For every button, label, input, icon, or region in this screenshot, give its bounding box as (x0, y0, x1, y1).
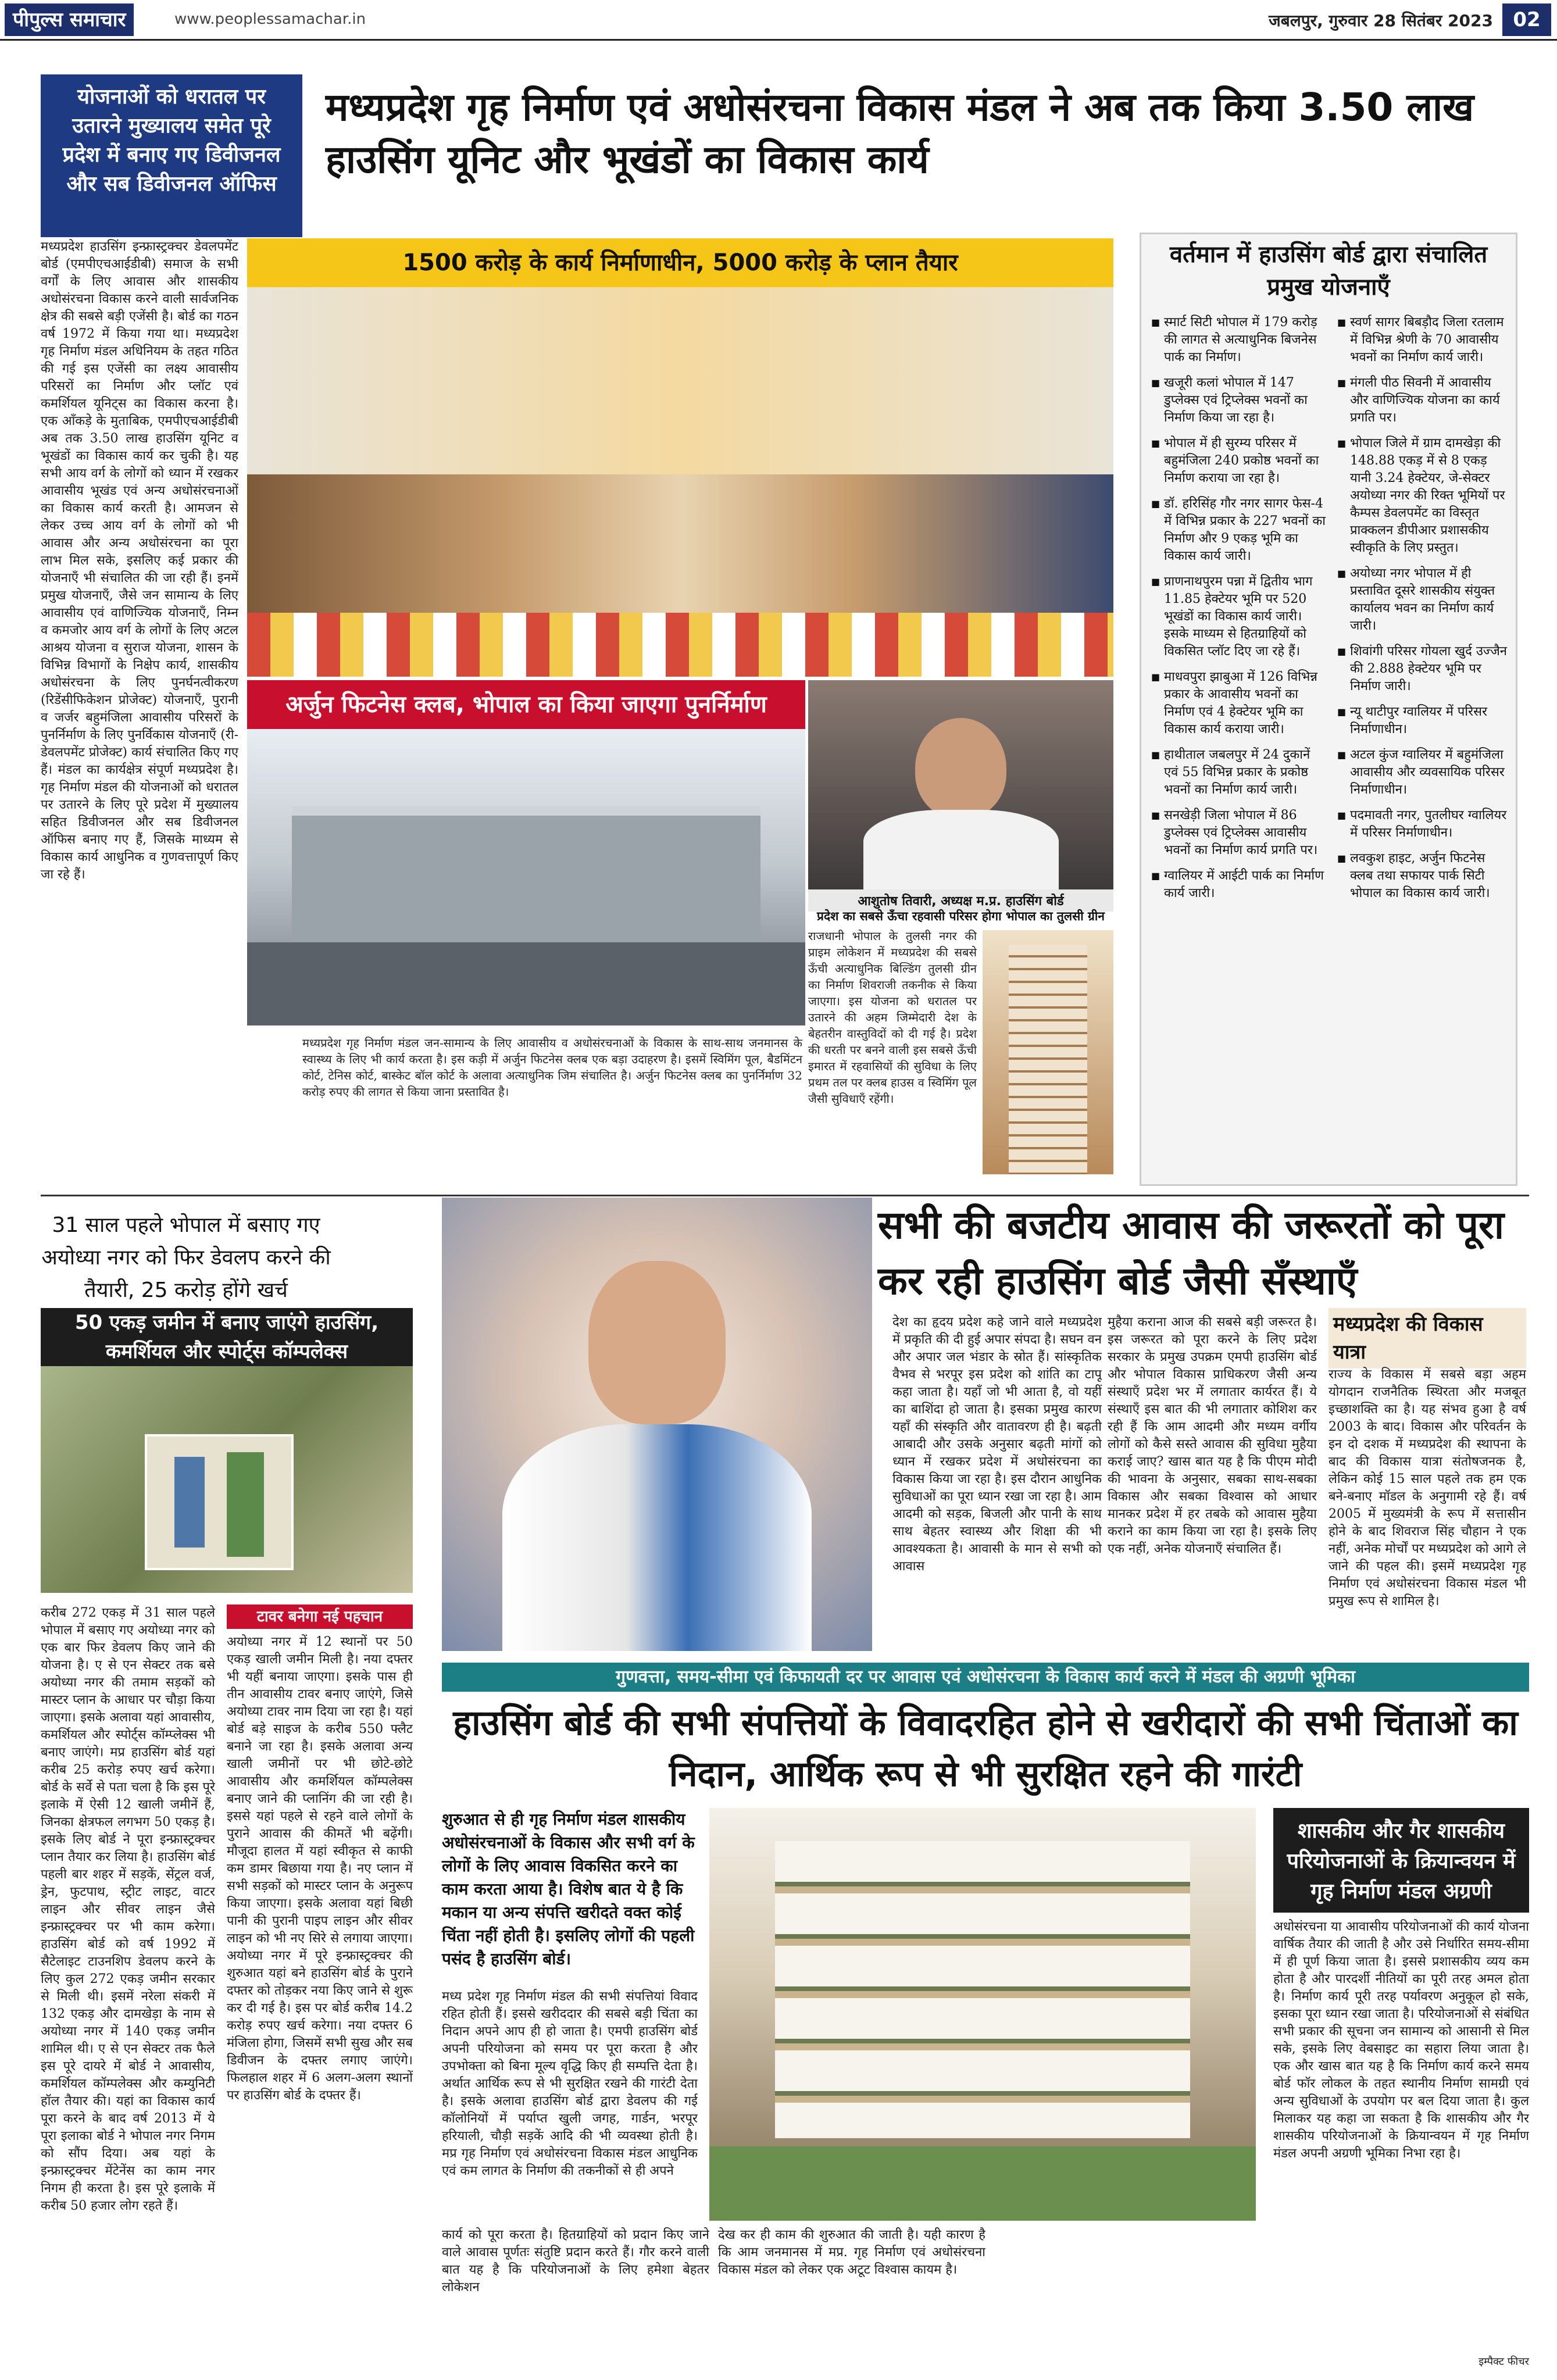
scheme-item: ■ लवकुश हाइट, अर्जुन फिटनेस क्लब तथा सफायर पार्क सिटी भोपाल का विकास कार्य जारी। (1337, 850, 1512, 902)
scheme-item: ■ शिवांगी परिसर गोयला खुर्द उज्जैन की 2.888 हेक्टेयर भूमि पर निर्माण जारी। (1337, 643, 1512, 695)
tulsi-green-heading: प्रदेश का सबसे ऊँचा रहवासी परिसर होगा भोपाल का तुलसी ग्रीन (817, 909, 1105, 923)
tulsi-green-text: राजधानी भोपाल के तुलसी नगर की प्राइम लोकेशन में मध्यप्रदेश की सबसे ऊँची अत्याधुनिक बिल्डिंग तुलसी ग्रीन का निर्माण शिवराजी तकनीक से किया जाएगा। इस योजना को धरातल पर उतारने की अहम जिम्मेदारी देश के बेहतरीन वास्तुविदों को दी गई है। प्रदेश की धरती पर बनने वाली इस सबसे ऊँची इमारत में रहवासियों की सुविधा के लिए प्रथम तल पर क्लब हाउस व स्विमिंग पूल जैसी सुविधाएँ रहेंगी। (808, 929, 977, 1106)
scheme-item: ■ अटल कुंज ग्वालियर में बहुमंजिला आवासीय और व्यवसायिक परिसर निर्माणाधीन। (1337, 746, 1512, 799)
tulsi-green-tower-render (983, 930, 1113, 1174)
chairman-photo (808, 680, 1113, 889)
aerial-site-plan-photo (41, 1366, 413, 1593)
dispute-free-headline: हाउसिंग बोर्ड की सभी संपत्तियों के विवादरहित होने से खरीदारों की सभी चिंताओं का निदान, आर्थिक रूप से भी सुरक्षित रहने की गारंटी (453, 1703, 1518, 1795)
dispute-free-article: मध्य प्रदेश गृह निर्माण मंडल की सभी संपत्तियां विवाद रहित होती हैं। इससे खरीददार की सबसे बड़ी चिंता का निदान अपने आप ही हो जाता है। एमपी हाउसिंग बोर्ड अपनी परियोजना को समय पर पूरा करता है और उपभोक्ता को बिना मूल्य वृद्धि किए ही सम्पत्ति देता है। अर्थात आर्थिक रूप से भी सुरक्षित रखने की गारंटी देता है। इसके अलावा हाउसिंग बोर्ड द्वारा डेवलप की गई कॉलोनियों में पर्याप्त खुली जगह, गार्डन, भरपूर हरियाली, चौड़ी सड़कें आदि की भी व्यवस्था होती है। मप्र गृह निर्माण एवं अधोसंरचना विकास मंडल आधुनिक एवं कम लागत के निर्माण की तकनीकों से ही अपने (442, 1989, 698, 2178)
scheme-item: ■ सनखेड़ी जिला भोपाल में 86 डुप्लेक्स एवं ट्रिप्लेक्स आवासीय भवनों का निर्माण कार्य प्रगति पर। (1151, 807, 1326, 859)
scheme-item: ■ अयोध्या नगर भोपाल में ही प्रस्तावित दूसरे शासकीय संयुक्त कार्यालय भवन का निर्माण कार्य जारी। (1337, 565, 1512, 635)
chief-minister-photo (442, 1198, 872, 1651)
schemes-list-left (1151, 314, 1326, 910)
top-left-highlight-box: योजनाओं को धरातल पर उतारने मुख्यालय समेत पूरे प्रदेश में बनाए गए डिवीजनल और सब डिवीजनल ऑफिस (41, 74, 302, 237)
scheme-item: ■ ग्वालियर में आईटी पार्क का निर्माण कार्य जारी। (1151, 867, 1326, 902)
scheme-item: ■ भोपाल जिले में ग्राम दामखेड़ा की 148.88 एकड़ में से 8 एकड़ यानी 3.24 हेक्टेयर, जे-सेक्टर अयोध्या नगर की रिक्त भूमियों पर कैम्पस डेवलपमेंट का विस्तृत प्राक्कलन डीपीआर प्रशासकीय स्वीकृति के लिए प्रस्तुत। (1337, 435, 1512, 557)
implementation-leader-text: अधोसंरचना या आवासीय परियोजनाओं की कार्य योजना वार्षिक तैयार की जाती है और उसे निर्धारित समय-सीमा में ही पूर्ण किया जाता है। इससे प्रशासकीय व्यय कम होता है और पारदर्शी नीतियों का पूरी तरह अमल होता है। निर्माण कार्य पूरी तरह पर्यावरण अनुकूल हो सके, इसका पूरा ध्यान रखा जाता है। परियोजनाओं से संबंधित सभी प्रकार की सूचना जन सामान्य को आसानी से मिल सके, इसके लिए वेबसाइट का सहारा लिया जाता है। एक और खास बात यह है कि निर्माण कार्य करने समय बोर्ड फॉर लोकल के तहत स्थानीय निर्माण सामग्री एवं अन्य सुविधाओं के उपयोग पर बल दिया जाता है। कुल मिलाकर यह कहा जा सकता है कि शासकीय और गैर शासकीय परियोजनाओं के क्रियान्वयन में गृह निर्माण मंडल अपनी अग्रणी भूमिका निभा रहा है। (1273, 1920, 1529, 2161)
budget-housing-headline: सभी की बजटीय आवास की जरूरतों को पूरा कर रही हाउसिंग बोर्ड जैसी सँस्थाएँ (878, 1203, 1504, 1303)
scheme-item: ■ भोपाल में ही सुरम्य परिसर में बहुमंजिला 240 प्रकोष्ठ भवनों का निर्माण कराया जा रहा है। (1151, 435, 1326, 487)
scheme-item: ■ मंगली पीठ सिवनी में आवासीय और वाणिज्यिक योजना का कार्य प्रगति पर। (1337, 374, 1512, 427)
scheme-item: ■ प्राणनाथपुरम पन्ना में द्वितीय भाग 11.85 हेक्टेयर भूमि पर 520 भूखंडों का विकास कार्य जारी। इसके माध्यम से हितग्राहियों को विकसित प्लॉट दिए जा रहे हैं। (1151, 573, 1326, 660)
development-journey-title: मध्यप्रदेश की विकास यात्रा (1329, 1308, 1526, 1368)
yellow-subheadline-banner: 1500 करोड़ के कार्य निर्माणाधीन, 5000 करोड़ के प्लान तैयार (247, 238, 1113, 287)
scheme-item: ■ स्वर्ण सागर बिबड़ौद जिला रतलाम में विभिन्न श्रेणी के 70 आवासीय भवनों का निर्माण कार्य जारी। (1337, 314, 1512, 366)
scheme-item: ■ पदमावती नगर, पुतलीघर ग्वालियर में परिसर निर्माणाधीन। (1337, 807, 1512, 842)
impact-feature-note: इम्पैक्ट फीचर (1479, 2356, 1529, 2368)
scheme-item: ■ माधवपुरा झाबुआ में 126 विभिन्न प्रकार के आवासीय भवनों का निर्माण एवं 4 हेक्टेयर भूमि का विकास कार्य कराया जारी। (1151, 669, 1326, 738)
scheme-item: ■ हाथीताल जबलपुर में 24 दुकानें एवं 55 विभिन्न प्रकार के प्रकोष्ठ भवनों का निर्माण कार्य जारी। (1151, 746, 1326, 799)
section-divider (41, 1195, 1529, 1196)
budget-article-col-1: देश का हृदय प्रदेश कहे जाने वाले मध्यप्रदेश में प्रकृति की दी हुई अपार संपदा है। सघन वन और अपार जल भंडार के स्रोत हैं। सांस्कृतिक वैभव से भरपूर इस प्रदेश को शांति का टापू कहा जाता है। यहाँ जो भी आता है, वो यहीं का बाशिंदा हो जाता है। इसका प्रमुख कारण यहाँ की संस्कृति और वातावरण ही है। बढ़ती आबादी और उसके अनुसार बढ़ती मांगों को ध्यान में रखकर प्रदेश में अधोसंरचना का विकास किया जा रहा है। इस दौरान आधुनिक सुविधाओं का पूरा ध्यान रखा जा रहा है। आम आदमी को सड़क, बिजली और पानी के साथ साथ बेहतर स्वास्थ्य और शिक्षा की भी आवश्यकता है। आवासी के मान से सभी को आवास (892, 1315, 1102, 1574)
chairman-caption: आशुतोष तिवारी, अध्यक्ष म.प्र. हाउसिंग बोर्ड (808, 889, 1113, 912)
masthead (0, 0, 1557, 41)
dispute-free-col-2: कार्य को पूरा करता है। हितग्राहियों को प्रदान किए जाने वाले आवास पूर्णतः संतुष्टि प्रदान करते हैं। गौर करने वाली बात यह है कि परियोजनाओं के लिए हमेशा बेहतर लोकेशन (442, 2228, 709, 2295)
budget-article-col-2: मुहैया कराना आज की सबसे बड़ी जरूरत है। इस जरूरत को पूरा करने के लिए प्रदेश सरकार के प्रमुख उपक्रम एमपी हाउसिंग बोर्ड और भोपाल विकास प्राधिकरण जैसी अन्य संस्थाएँ प्रदेश भर में लगातार कार्यरत हैं। ये संस्थाएँ इस बात की भी लगातार कोशिश कर रही हैं कि आम आदमी और मध्यम वर्गीय लोगों को कैसे सस्ते आवास की सुविधा मुहैया कराई जाए? खास बात यह है कि पीएम मोदी की भावना के अनुसार, सबका साथ-सबका विकास और सबका विश्वास को आधार मानकर प्रदेश में हर तबके को आवास मुहैया कराने का काम किया जा रहा है। इसके लिए एक नहीं, अनेक योजनाएँ संचालित हैं। (1108, 1315, 1317, 1556)
dispute-free-col-3: देख कर ही काम की शुरुआत की जाती है। यही कारण है कि आम जनमानस में मप्र. गृह निर्माण एवं अधोसंरचना विकास मंडल को लेकर एक अटूट विश्वास कायम है। (718, 2228, 985, 2277)
fifty-acre-banner: 50 एकड़ जमीन में बनाए जाएंगे हाउसिंग, कमर्शियल और स्पोर्ट्स कॉम्पलेक्स (41, 1308, 413, 1366)
article-column-intro: मध्यप्रदेश हाउसिंग इन्फ्रास्ट्रक्चर डेवलपमेंट बोर्ड (एमपीएचआईडीबी) समाज के सभी वर्गों के लिए आवास और शासकीय अधोसंरचना विकास करने वाली सार्वजनिक क्षेत्र की सबसे बड़ी एजेंसी है। बोर्ड का गठन वर्ष 1972 में किया गया था। मध्यप्रदेश गृह निर्माण मंडल अधिनियम के तहत गठित की गई इस एजेंसी का लक्ष्य आवासीय परिसरों का निर्माण और प्लॉट एवं कमर्शियल यूनिट्स का विकास करना है। एक आँकड़े के मुताबिक, एमपीएचआईडीबी अब तक 3.50 लाख हाउसिंग यूनिट व भूखंडों का विकास कार्य कर चुकी है। यह सभी आय वर्ग के लोगों को ध्यान में रखकर आवासीय भूखंड एवं अन्य अधोसंरचनाओं का विकास कार्य करती है। आमजन से लेकर उच्च आय वर्ग के लोगों को भी आवास और अन्य अधोसंरचना का पूरा लाभ मिल सके, इसलिए कई प्रकार की योजनाएँ भी संचालित की जा रही हैं। इनमें प्रमुख योजनाएँ, जैसे जन सामान्य के लिए आवासीय एवं वाणिज्यिक योजनाएँ, निम्न व कमजोर आय वर्ग के लोगों के लिए अटल आश्रय योजना व सुराज योजना, शासन के विभिन्न विभागों के निक्षेप कार्य, शासकीय अधोसंरचना के लिए पुनर्घनत्वीकरण (रिडेंसीफिकेशन प्रोजेक्ट) योजनाएँ, पुरानी व जर्जर बहुमंजिला आवासीय परिसरों के पुनर्निर्माण के लिए पुनर्विकास योजनाएँ (री-डेवलपमेंट प्रोजेक्ट) कार्य संचालित किए गए हैं। मंडल का कार्यक्षेत्र संपूर्ण मध्यप्रदेश है। गृह निर्माण मंडल की योजनाओं को धरातल पर उतारने के लिए पूरे प्रदेश में मुख्यालय सहित डिवीजनल और सब डिवीजनल ऑफिस बनाए गए हैं, जिसके माध्यम से विकास कार्य आधुनिक व गुणवत्तापूर्ण किए जा रहे हैं। (41, 240, 238, 882)
arjun-club-banner: अर्जुन फिटनेस क्लब, भोपाल का किया जाएगा पुनर्निर्माण (247, 680, 805, 729)
scheme-item: ■ न्यू थाटीपुर ग्वालियर में परिसर निर्माणाधीन। (1337, 703, 1512, 738)
dateline: जबलपुर, गुरुवार 28 सितंबर 2023 (1269, 11, 1493, 30)
ayodhya-article-col-2 (227, 1604, 413, 2378)
modern-building-render (709, 1808, 1256, 2221)
scheme-item: ■ डॉ. हरिसिंह गौर नगर सागर फेस-4 में विभिन्न प्रकार के 227 भवनों का निर्माण और 9 एकड़ भूमि का विकास कार्य जारी। (1151, 495, 1326, 565)
ayodhya-article-text: अयोध्या नगर में 12 स्थानों पर 50 एकड़ खाली जमीन मिली है। नया दफ्तर भी यहीं बनाया जाएगा। इसके पास ही तीन आवासीय टावर बनाए जाएंगे, जिसे अयोध्या टावर नाम दिया जा रहा है। यहां बोर्ड बड़े साइज के करीब 550 फ्लैट बनाने जा रहा है। इसके अलावा अन्य खाली जमीनों पर भी छोटे-छोटे आवासीय और कमर्शियल कॉम्पलेक्स बनाए जाने की प्लानिंग की जा रही है। इससे यहां पहले से रहने वाले लोगों के पुराने आवास की कीमतें भी बढ़ेंगी। मौजूदा हालत में यहां स्वीकृत से काफी कम डामर बिछाया गया है। नए प्लान में सभी सड़कों को मास्टर प्लान के अनुरूप किया जाएगा। इसके अलावा यहां बिछी पानी की पुरानी पाइप लाइन और सीवर लाइन को भी नए सिरे से लगाया जाएगा। अयोध्या नगर में पूरे इन्फ्रास्ट्रक्चर की शुरुआत यहां बने हाउसिंग बोर्ड के पुराने दफ्तर को तोड़कर नया किए जाने से शुरू कर दी गई है। इस पर बोर्ड करीब 14.2 करोड़ रुपए खर्च करेगा। नया दफ्तर 6 मंजिला होगा, जिसमें सभी सुख और सब डिवीजन के दफ्तर लगाए जाएंगे। फिलहाल शहर में 6 अलग-अलग स्थानों पर हाउसिंग बोर्ड के दफ्तर हैं। (227, 1635, 413, 2103)
event-photo (247, 287, 1113, 677)
arjun-club-caption: मध्यप्रदेश गृह निर्माण मंडल जन-सामान्य के लिए आवासीय व अधोसंरचनाओं के विकास के साथ-साथ जनमानस के स्वास्थ्य के लिए भी कार्य करता है। इस कड़ी में अर्जुन फिटनेस क्लब एक बड़ा उदाहरण है। इसमें स्विमिंग पूल, बैडमिंटन कोर्ट, टेनिस कोर्ट, बास्केट बॉल कोर्ट के अलावा अत्याधुनिक जिम संचालित है। अर्जुन फिटनेस क्लब का पुनर्निर्माण 32 करोड़ रुपए की लागत से किया जाना प्रस्तावित है। (302, 1036, 802, 1099)
scheme-item: ■ स्मार्ट सिटी भोपाल में 179 करोड़ की लागत से अत्याधुनिक बिजनेस पार्क का निर्माण। (1151, 314, 1326, 366)
development-journey-text: राज्य के विकास में सबसे बड़ा अहम योगदान राजनैतिक स्थिरता और मजबूत इच्छाशक्ति का है। यह संभव हुआ है वर्ष 2003 के बाद। विकास और परिवर्तन के इन दो दशक में मध्यप्रदेश की स्थापना के बाद की विकास यात्रा संतोषजनक है, लेकिन कोई 15 साल पहले तक हम एक बने-बनाए मॉडल के अनुगामी रहे हैं। वर्ष 2005 में मुख्यमंत्री के रूप में सत्तासीन होने के बाद शिवराज सिंह चौहान ने एक नहीं, अनेक मोर्चों पर मध्यप्रदेश को आगे ले जाने की पहल की। इसमें मध्यप्रदेश गृह निर्माण एवं अधोसंरचना विकास मंडल भी प्रमुख रूप से शामिल है। (1329, 1367, 1526, 1609)
schemes-title: वर्तमान में हाउसिंग बोर्ड द्वारा संचालित प्रमुख योजनाएँ (1169, 241, 1488, 301)
ayodhya-nagar-heading: 31 साल पहले भोपाल में बसाए गए अयोध्या नगर को फिर डेवलप करने की तैयारी, 25 करोड़ होंगे खर्च (41, 1213, 331, 1302)
ayodhya-article-col-1: करीब 272 एकड़ में 31 साल पहले भोपाल में बसाए गए अयोध्या नगर को एक बार फिर डेवलप किए जाने की योजना है। ए से एन सेक्टर तक बसे अयोध्या नगर की तमाम सड़कों को मास्टर प्लान के आधार पर चौड़ा किया जाएगा। इसके अलावा यहां आवासीय, कमर्शियल और स्पोर्ट्स कॉम्प्लेक्स भी बनाए जाएंगे। मप्र हाउसिंग बोर्ड यहां करीब 25 करोड़ रुपए खर्च करेगा। बोर्ड के सर्वे से पता चला है कि इस पूरे इलाके में ऐसी 12 खाली जमीनें हैं, जिनका क्षेत्रफल लगभग 50 एकड़ है। इसके लिए बोर्ड ने पूरा इन्फ्रास्ट्रक्चर प्लान तैयार कर लिया है। हाउसिंग बोर्ड पहली बार शहर में सड़कें, सेंट्रल वर्ज, ड्रेन, फुटपाथ, स्ट्रीट लाइट, वाटर लाइन और सीवर लाइन जैसे इन्फ्रास्ट्रक्चर पर भी काम करेगा। हाउसिंग बोर्ड को वर्ष 1992 में सैटेलाइट टाउनशिप डेवलप करने के लिए कुल 272 एकड़ जमीन सरकार से मिली थी। इसमें नरेला संकरी में 132 एकड़ और दामखेड़ा के नाम से अयोध्या नगर में 140 एकड़ जमीन शामिल थी। ए से एन सेक्टर तक फैले इस पूरे दायरे में बोर्ड ने आवासीय, कमर्शियल कॉम्पलेक्स और कम्युनिटी हॉल तैयार की। यहां का विकास कार्य पूरा करने के बाद वर्ष 2013 में ये पूरा इलाका बोर्ड ने भोपाल नगर निगम को सौंप दिया। अब यहां के इन्फ्रास्ट्रक्चर मेंटेनेंस का काम नगर निगम ही करता है। इस पूरे इलाके में करीब 50 हजार लोग रहते हैं। (41, 1606, 215, 2213)
fitness-club-photo (247, 729, 805, 1025)
newspaper-logo[interactable]: पीपुल्स समाचार (5, 3, 134, 36)
housing-board-intro: शुरुआत से ही गृह निर्माण मंडल शासकीय अधोसंरचनाओं के विकास और सभी वर्ग के लोगों के लिए आवास विकसित करने का काम करता आया है। विशेष बात ये है कि मकान या अन्य संपत्ति खरीदते वक्त कोई चिंता नहीं होती है। इसलिए लोगों की पहली पसंद है हाउसिंग बोर्ड। (442, 1810, 695, 1968)
tower-label: टावर बनेगा नई पहचान (227, 1604, 413, 1629)
implementation-leader-title: शासकीय और गैर शासकीय परियोजनाओं के क्रियान्वयन में गृह निर्माण मंडल अग्रणी (1273, 1808, 1529, 1913)
page-number: 02 (1502, 3, 1551, 36)
main-headline: मध्यप्रदेश गृह निर्माण एवं अधोसंरचना विकास मंडल ने अब तक किया 3.50 लाख हाउसिंग यूनिट और भूखंडों का विकास कार्य (326, 85, 1474, 182)
quality-role-band: गुणवत्ता, समय-सीमा एवं किफायती दर पर आवास एवं अधोसंरचना के विकास कार्य करने में मंडल की अग्रणी भूमिका (442, 1663, 1529, 1692)
website-url[interactable]: www.peoplessamachar.in (174, 10, 366, 28)
scheme-item: ■ खजूरी कलां भोपाल में 147 डुप्लेक्स एवं ट्रिप्लेक्स भवनों का निर्माण किया जा रहा है। (1151, 374, 1326, 427)
schemes-list-right (1337, 314, 1512, 910)
